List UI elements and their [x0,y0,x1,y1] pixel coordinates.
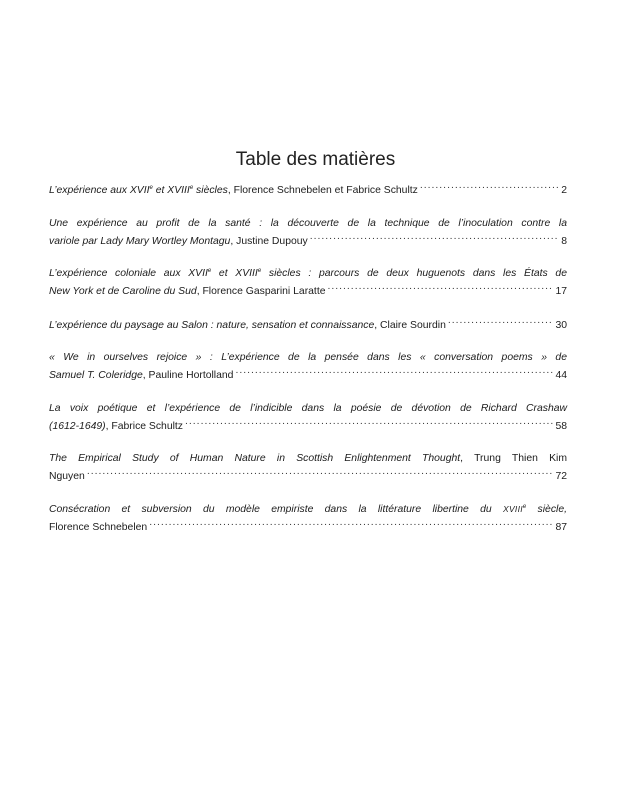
table-of-contents [49,181,567,551]
toc-entry-text [49,182,418,199]
entry-author: , Pauline Hortolland [142,370,234,381]
page-number: 30 [555,319,567,331]
dot-leader [235,366,553,378]
page-number: 2 [561,185,567,196]
entry-title-line [49,501,567,518]
page-number: 58 [555,420,567,432]
entry-title: New York et de Caroline du Sud [49,286,197,297]
toc-entry-5[interactable] [49,349,567,384]
dot-leader [448,316,554,328]
dot-leader [420,181,559,193]
toc-entry-text [49,418,183,435]
entry-title [49,504,567,515]
toc-entry-text [49,233,308,250]
entry-title-part: Consécration et subversion du modèle empiriste dans la littérature libertine du [49,503,503,515]
toc-entry-1[interactable] [49,181,567,199]
page-number: 8 [561,235,567,247]
toc-entry-6[interactable] [49,400,567,435]
toc-entry-line [49,417,567,435]
entry-title: L’expérience du paysage au Salon : nature, sensation et connaissance [49,319,375,331]
entry-title: (1612-1649) [49,420,106,432]
entry-author: , Justine Dupouy [230,235,308,247]
page-title: Table des matières [235,149,396,170]
dot-leader [149,518,553,530]
superscript: e [522,503,527,510]
page-number: 87 [555,521,567,533]
entry-title-line: « We in ourselves rejoice » : L’expérience de la pensée dans les « conversation poems » de [49,352,567,363]
toc-entry-text [49,317,446,334]
toc-entry-line [49,316,567,334]
toc-entry-text [49,367,233,384]
toc-entry-line [49,282,567,300]
entry-title-line [49,265,567,282]
toc-entry-4[interactable] [49,316,567,334]
entry-title-line: Une expérience au profit de la santé : la découverte de la technique de l’inoculation contre la [49,217,567,229]
entry-title: variole par Lady Mary Wortley Montagu [49,235,231,247]
superscript: e [257,268,262,274]
dot-leader [310,232,559,244]
entry-title-part: et XVIII [152,185,190,196]
toc-entry-line [49,232,567,250]
small-caps-century: XVIII [502,503,523,514]
toc-entry-line [49,518,567,536]
page-number: 17 [555,286,567,297]
entry-author: Florence Schnebelen [49,521,148,533]
toc-entry-3[interactable] [49,265,567,300]
dot-leader [185,417,553,429]
entry-title: Samuel T. Coleridge [49,370,143,381]
entry-title-line [49,450,567,467]
entry-author: , Florence Gasparini Laratte [196,286,326,297]
toc-entry-line [49,366,567,384]
entry-title-part: siècles [193,185,228,196]
entry-title-part: L’expérience aux XVII [49,185,150,196]
superscript: e [207,268,212,274]
toc-entry-line [49,467,567,485]
page-number: 44 [555,370,567,381]
entry-author: , Florence Schnebelen et Fabrice Schultz [227,185,418,196]
entry-title-part: siècle, [526,503,567,515]
dot-leader [87,467,554,479]
entry-author: , Fabrice Schultz [105,420,184,432]
entry-author: , Trung Thien Kim [460,453,567,464]
superscript: e [149,185,153,191]
toc-entry-line [49,181,567,199]
page-number: 72 [555,471,567,482]
toc-entry-2[interactable] [49,215,567,250]
toc-entry-7[interactable] [49,450,567,485]
entry-title-part: siècles : parcours de deux huguenots dans les États de [261,268,567,279]
entry-title [49,185,228,196]
dot-leader [327,282,553,294]
entry-title: The Empirical Study of Human Nature in Scottish Enlightenment Thought [49,453,461,464]
entry-author: Nguyen [49,471,85,482]
entry-title-part: L’expérience coloniale aux XVII [49,268,208,279]
superscript: e [189,185,194,191]
entry-title-line: La voix poétique et l’expérience de l’indicible dans la poésie de dévotion de Richard Crashaw [49,402,567,414]
entry-title-part: et XVIII [211,268,258,279]
toc-entry-8[interactable] [49,501,567,536]
entry-author: , Claire Sourdin [374,319,446,331]
toc-entry-text [49,283,325,300]
